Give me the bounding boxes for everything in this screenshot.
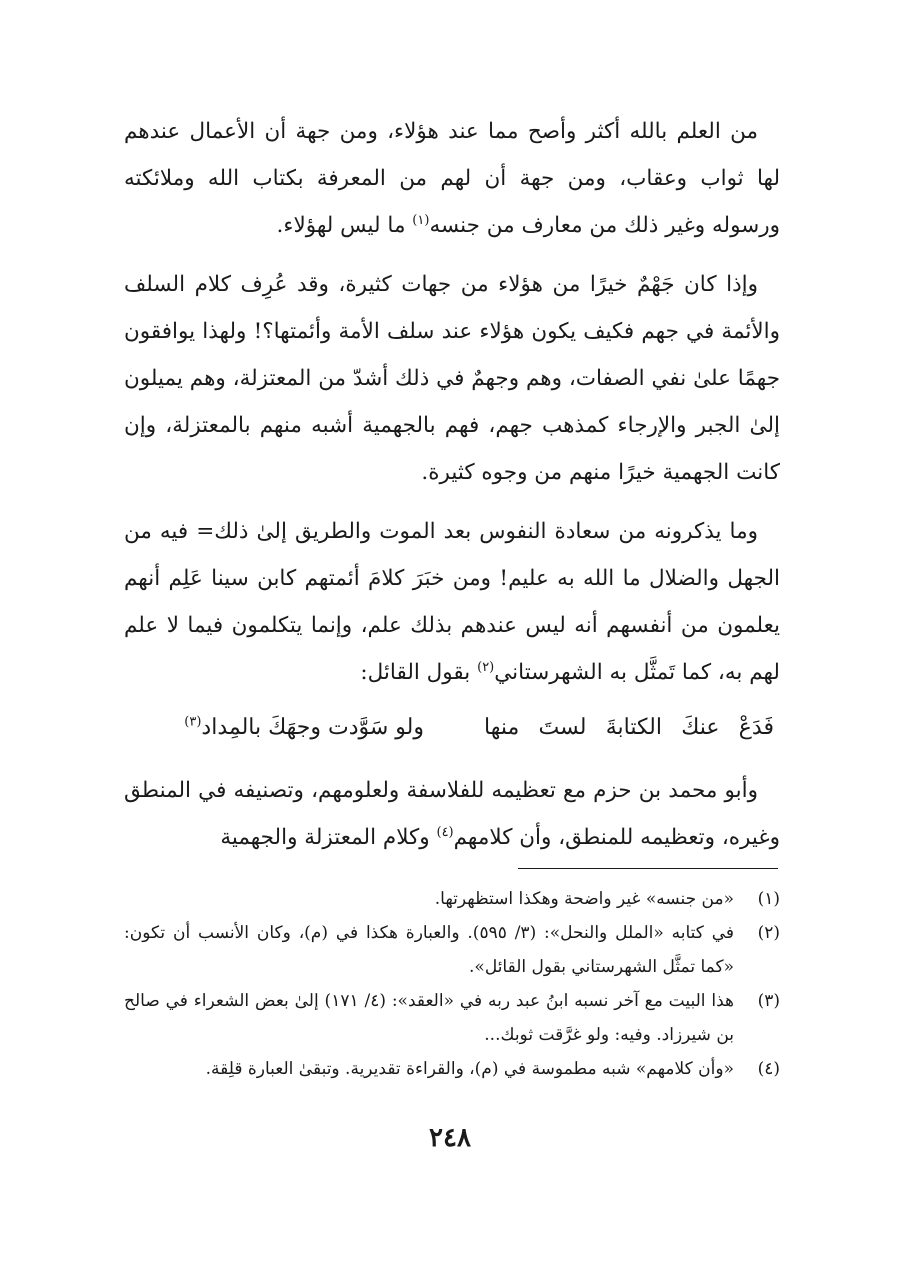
footnote-2: [124, 916, 780, 984]
footnote-4: [124, 1052, 780, 1086]
footnote-text: في كتابه «الملل والنحل»: (٣/ ٥٩٥). والعبارة هكذا في (م)، وكان الأنسب أن تكون: «كما تمثَّل الشهرستاني بقول القائل».: [124, 923, 734, 977]
footnote-number: (٢): [757, 923, 780, 943]
footnote-3: [124, 984, 780, 1052]
footnote-text: «من جنسه» غير واضحة وهكذا استظهرتها.: [434, 889, 734, 909]
footnote-separator: [518, 868, 778, 869]
paragraph-1-end: ما ليس لهؤلاء.: [276, 213, 413, 238]
paragraph-3-end: بقول القائل:: [360, 660, 478, 685]
paragraph-3: [124, 508, 780, 696]
footnote-number: (٣): [757, 991, 780, 1011]
footnote-number: (٤): [757, 1059, 780, 1079]
paragraph-4: [124, 767, 780, 861]
page-number: ٢٤٨: [429, 1123, 471, 1153]
paragraph-1: [124, 108, 780, 249]
main-text: [124, 108, 780, 861]
footnote-ref-1[interactable]: (١): [412, 212, 430, 228]
paragraph-2: وإذا كان جَهْمٌ خيرًا من هؤلاء من جهات كثيرة، وقد عُرِف كلام السلف والأئمة في جهم فكيف يكون هؤلاء عند سلف الأمة وأئمتها؟! ولهذا يوافقون جهمًا علىٰ نفي الصفات، وهم وجهمٌ في ذلك أشدّ من المعتزلة، وهم يميلون إلىٰ الجبر والإرجاء كمذهب جهم، فهم بالجهمية أشبه منهم بالمعتزلة، وإن كانت الجهمية خيرًا منهم من وجوه كثيرة.: [124, 272, 780, 485]
footnote-1: [124, 882, 780, 916]
poem-second-hemistich: [124, 704, 424, 751]
footnote-ref-2[interactable]: (٢): [477, 659, 495, 675]
paragraph-3-text: وما يذكرونه من سعادة النفوس بعد الموت والطريق إلىٰ ذلك= فيه من الجهل والضلال ما الله به عليم! ومن خبَرَ كلامَ أئمتهم كابن سينا عَلِم أنهم يعلمون من أنفسهم أنه ليس عندهم بذلك علم، وإنما يتكلمون فيما لا علم لهم به، كما تَمثَّل به الشهرستاني: [124, 519, 780, 685]
footnote-number: (١): [757, 889, 780, 909]
footnote-ref-4[interactable]: (٤): [436, 824, 454, 840]
footnote-text: هذا البيت مع آخر نسبه ابنُ عبد ربه في «العقد»: (٤/ ١٧١) إلىٰ بعض الشعراء في صالح بن شيرزاد. وفيه: ولو غرَّقت ثوبك...: [124, 991, 734, 1045]
poem-verse: [124, 704, 780, 751]
footnote-ref-3[interactable]: (٣): [184, 714, 202, 730]
poem-second-text: ولو سَوَّدت وجهَكَ بالمِداد: [201, 715, 424, 740]
poem-first-hemistich: فَدَعْ عنكَ الكتابةَ لستَ منها: [484, 715, 774, 740]
footnote-text: «وأن كلامهم» شبه مطموسة في (م)، والقراءة تقديرية. وتبقىٰ العبارة قلِقة.: [205, 1059, 734, 1079]
paragraph-4-text: وأبو محمد بن حزم مع تعظيمه للفلاسفة ولعلومهم، وتصنيفه في المنطق وغيره، وتعظيمه للمنطق، وأن كلامهم: [124, 778, 780, 850]
paragraph-4-end: وكلام المعتزلة والجهمية: [220, 825, 437, 850]
paragraph-1-text: من العلم بالله أكثر وأصح مما عند هؤلاء، ومن جهة أن الأعمال عندهم لها ثواب وعقاب، ومن جهة أن لهم من المعرفة بكتاب الله وملائكته ورسوله وغير ذلك من معارف من جنسه: [124, 119, 780, 238]
footnotes: [124, 882, 780, 1086]
